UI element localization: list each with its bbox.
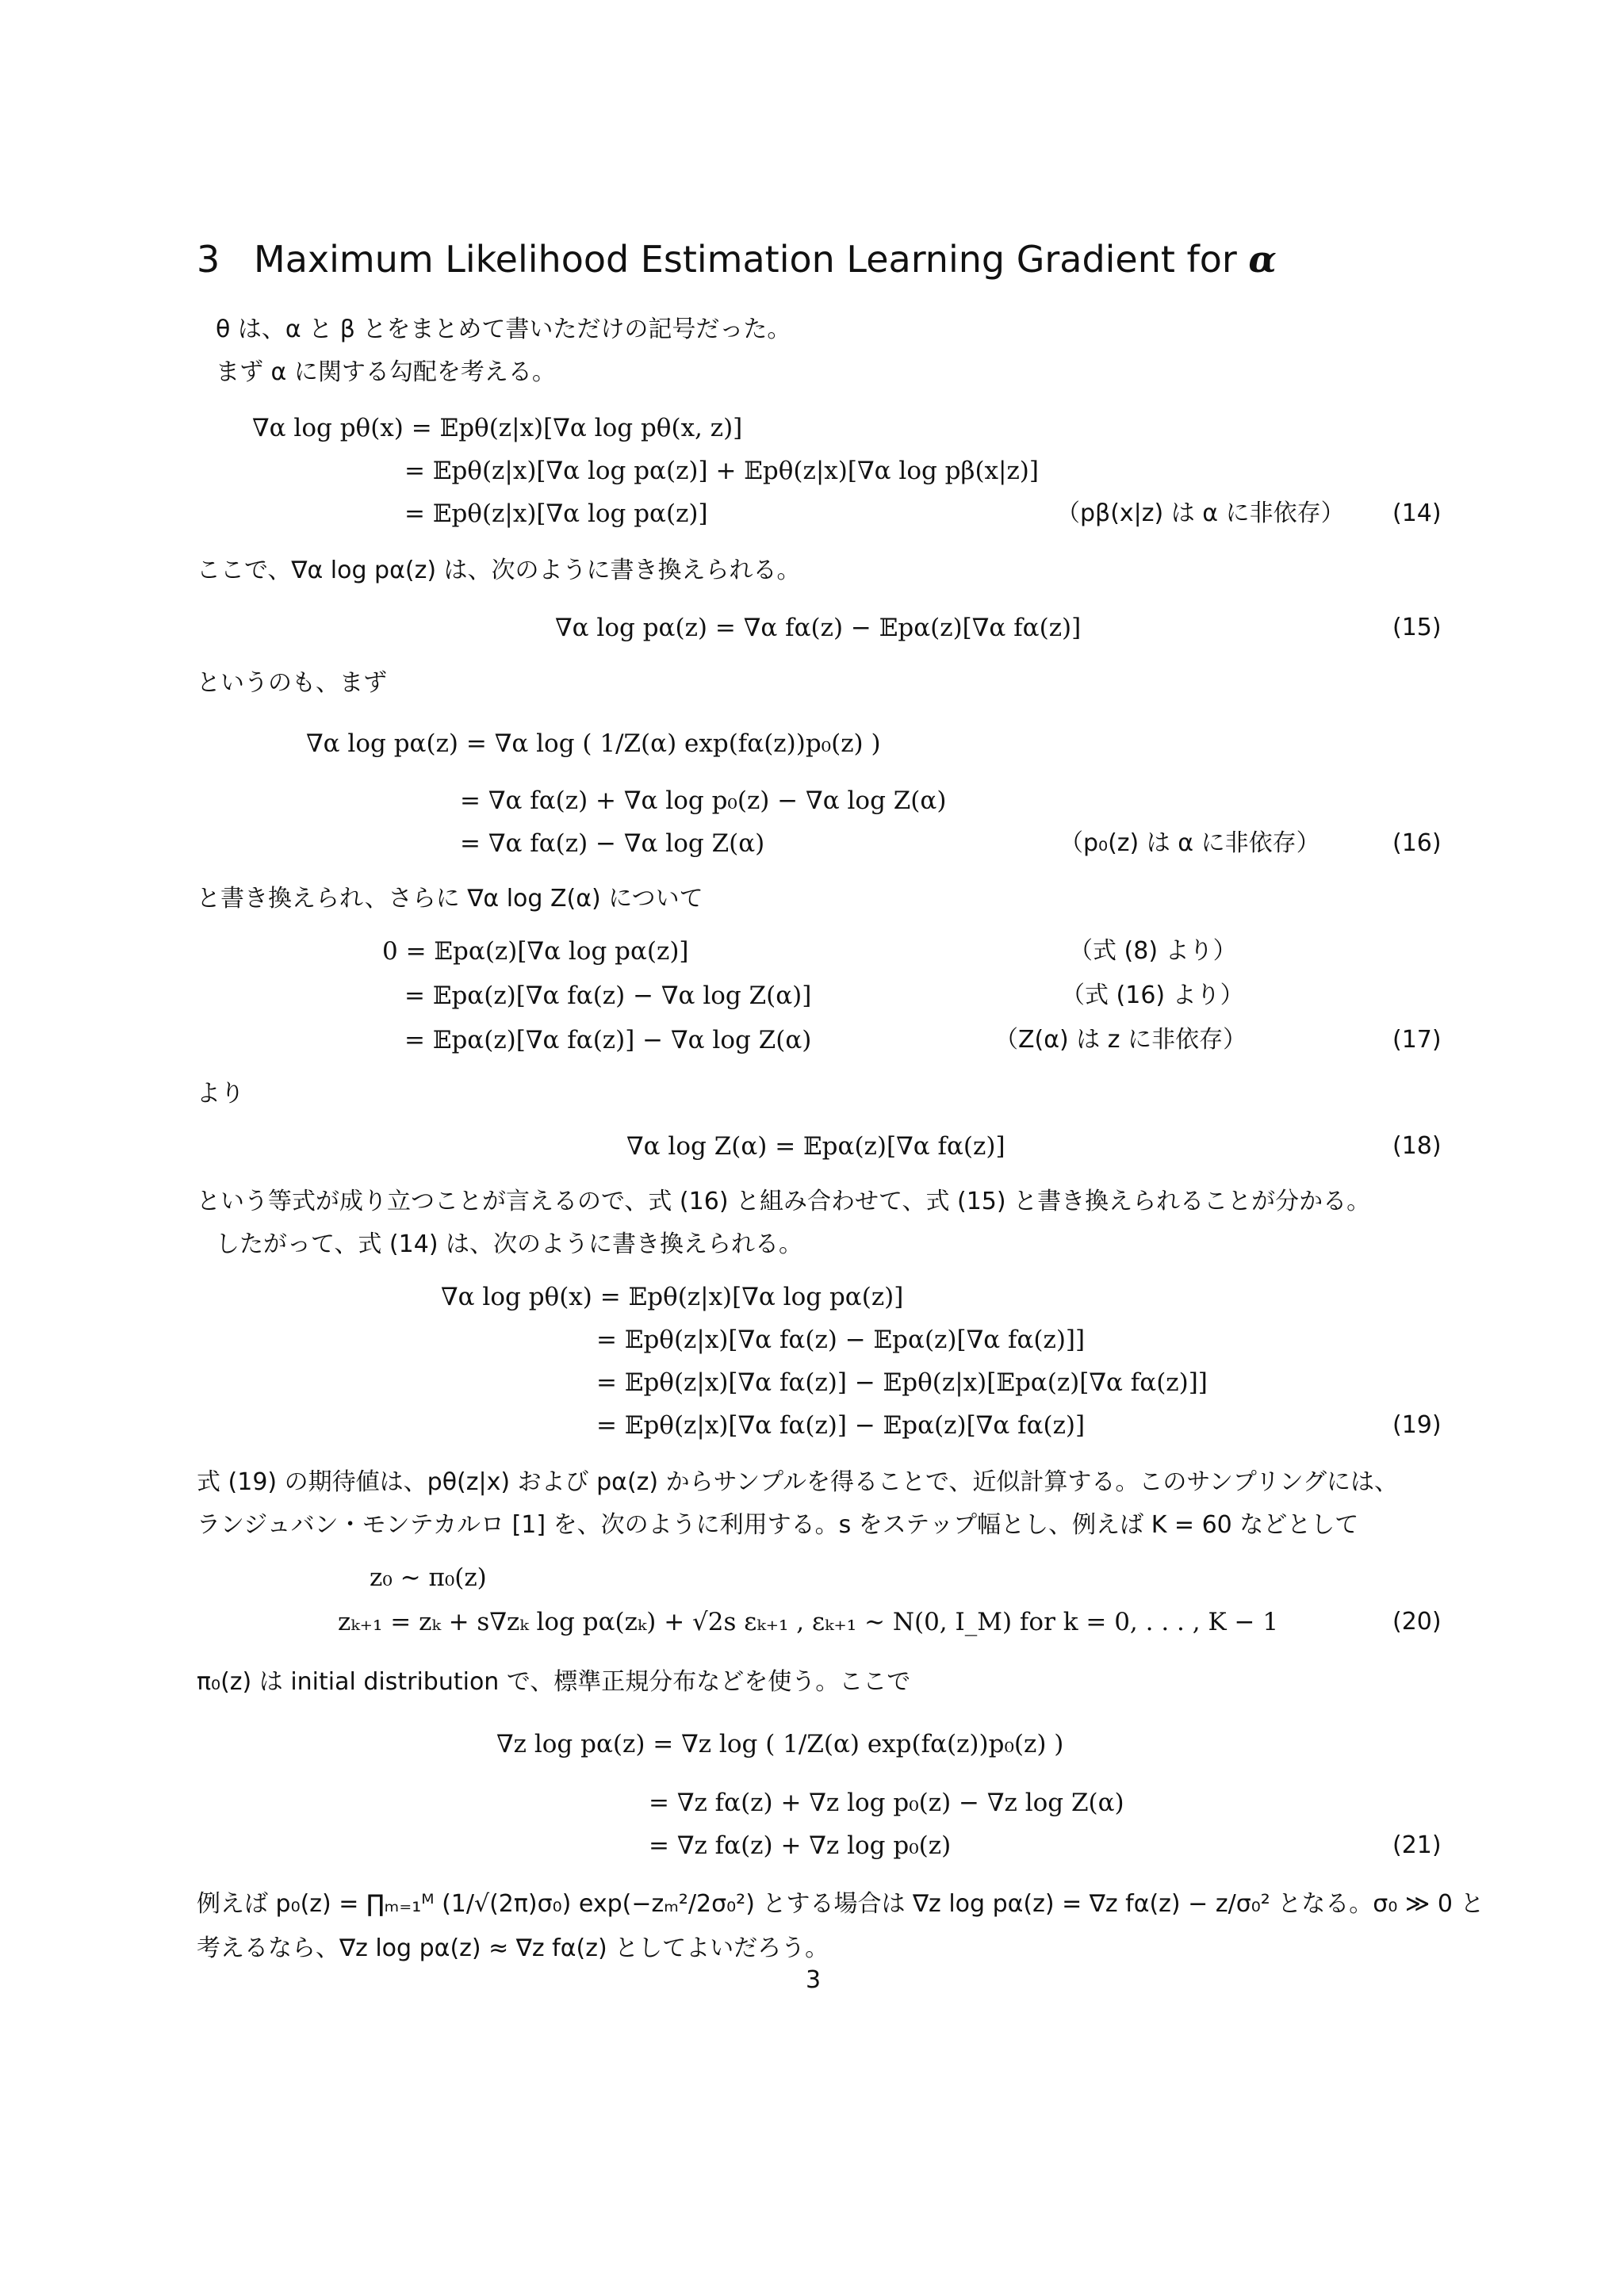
eq19-lead-2: したがって、式 (14) は、次のように書き換えられる。 [216, 1230, 803, 1258]
eq17-note-3: （Z(α) は z に非依存） [994, 1026, 1247, 1054]
eq20-number: (20) [1392, 1608, 1442, 1636]
eq16-lead: というのも、まず [197, 669, 387, 697]
eq16-number: (16) [1392, 829, 1442, 857]
eq17-line-1: 0 = 𝔼pα(z)[∇α log pα(z)] [382, 937, 689, 966]
eq20-lead-2: ランジュバン・モンテカルロ [1] を、次のように利用する。s をステップ幅とし、例えば K = 60 などとして [197, 1511, 1359, 1539]
eq19-line-2: = 𝔼pθ(z|x)[∇α fα(z) − 𝔼pα(z)[∇α fα(z)]] [596, 1326, 1086, 1354]
eq20-line-2: zₖ₊₁ = zₖ + s∇zₖ log pα(zₖ) + √2s εₖ₊₁ , εₖ₊₁ ∼ N(0, I_M) for k = 0, . . . , K − 1 [338, 1608, 1279, 1636]
eq16-note: （p₀(z) は α に非依存） [1059, 829, 1320, 857]
eq17-line-3: = 𝔼pα(z)[∇α fα(z)] − ∇α log Z(α) [404, 1026, 812, 1054]
eq17-number: (17) [1392, 1026, 1442, 1054]
eq14-note: （pβ(x|z) は α に非依存） [1056, 499, 1345, 527]
eq20-line-1: z₀ ∼ π₀(z) [370, 1563, 487, 1592]
eq16-line-3: = ∇α fα(z) − ∇α log Z(α) [460, 829, 765, 858]
eq18-number: (18) [1392, 1132, 1442, 1160]
eq21-line-3: = ∇z fα(z) + ∇z log p₀(z) [649, 1831, 952, 1860]
closing-line-1: 例えば p₀(z) = ∏ₘ₌₁ᴹ (1/√(2π)σ₀) exp(−zₘ²/2σ₀²) とする場合は ∇z log pα(z) = ∇z fα(z) − z/σ₀² となる。σ₀ ≫ 0 と [197, 1890, 1484, 1918]
eq19-line-1: ∇α log pθ(x) = 𝔼pθ(z|x)[∇α log pα(z)] [441, 1283, 904, 1311]
eq16-line-2: = ∇α fα(z) + ∇α log p₀(z) − ∇α log Z(α) [460, 786, 947, 815]
eq15-number: (15) [1392, 614, 1442, 641]
intro-line-2: まず α に関する勾配を考える。 [216, 358, 556, 386]
page-number: 3 [806, 1966, 822, 1994]
eq18-line-1: ∇α log Z(α) = 𝔼pα(z)[∇α fα(z)] [626, 1132, 1005, 1161]
eq19-line-4: = 𝔼pθ(z|x)[∇α fα(z)] − 𝔼pα(z)[∇α fα(z)] [596, 1411, 1086, 1440]
eq15-line-1: ∇α log pα(z) = ∇α fα(z) − 𝔼pα(z)[∇α fα(z)] [555, 614, 1082, 642]
section-title-symbol: α [1248, 238, 1277, 281]
eq16-line-1: ∇α log pα(z) = ∇α log ( 1/Z(α) exp(fα(z))p₀(z) ) [306, 729, 881, 758]
eq14-line-2: = 𝔼pθ(z|x)[∇α log pα(z)] + 𝔼pθ(z|x)[∇α log pβ(x|z)] [404, 457, 1039, 485]
closing-line-2: 考えるなら、∇z log pα(z) ≈ ∇z fα(z) としてよいだろう。 [197, 1934, 829, 1962]
eq17-line-2: = 𝔼pα(z)[∇α fα(z) − ∇α log Z(α)] [404, 982, 812, 1010]
eq14-line-1: ∇α log pθ(x) = 𝔼pθ(z|x)[∇α log pθ(x, z)] [252, 414, 743, 442]
section-number: 3 [197, 238, 220, 281]
eq18-lead: より [197, 1080, 244, 1108]
intro-line-1: θ は、α と β とをまとめて書いただけの記号だった。 [216, 316, 791, 343]
eq17-note-2: （式 (16) より） [1061, 982, 1244, 1009]
eq21-line-1: ∇z log pα(z) = ∇z log ( 1/Z(α) exp(fα(z))p₀(z) ) [496, 1730, 1064, 1758]
eq14-line-3: = 𝔼pθ(z|x)[∇α log pα(z)] [404, 499, 708, 528]
eq15-lead: ここで、∇α log pα(z) は、次のように書き換えられる。 [197, 557, 801, 584]
eq14-number: (14) [1392, 499, 1442, 527]
section-title: Maximum Likelihood Estimation Learning Gradient for [254, 238, 1249, 281]
eq19-lead-1: という等式が成り立つことが言えるので、式 (16) と組み合わせて、式 (15) と書き換えられることが分かる。 [197, 1188, 1371, 1215]
eq19-line-3: = 𝔼pθ(z|x)[∇α fα(z)] − 𝔼pθ(z|x)[𝔼pα(z)[∇α fα(z)]] [596, 1368, 1208, 1397]
eq20-lead-1: 式 (19) の期待値は、pθ(z|x) および pα(z) からサンプルを得ることで、近似計算する。このサンプリングには、 [197, 1468, 1399, 1496]
eq17-note-1: （式 (8) より） [1069, 937, 1237, 965]
eq21-line-2: = ∇z fα(z) + ∇z log p₀(z) − ∇z log Z(α) [649, 1789, 1124, 1817]
eq19-number: (19) [1392, 1411, 1442, 1439]
section-heading [197, 238, 1277, 281]
eq21-number: (21) [1392, 1831, 1442, 1859]
eq17-lead: と書き換えられ、さらに ∇α log Z(α) について [197, 885, 703, 913]
eq21-lead: π₀(z) は initial distribution で、標準正規分布などを使う。ここで [197, 1668, 911, 1696]
